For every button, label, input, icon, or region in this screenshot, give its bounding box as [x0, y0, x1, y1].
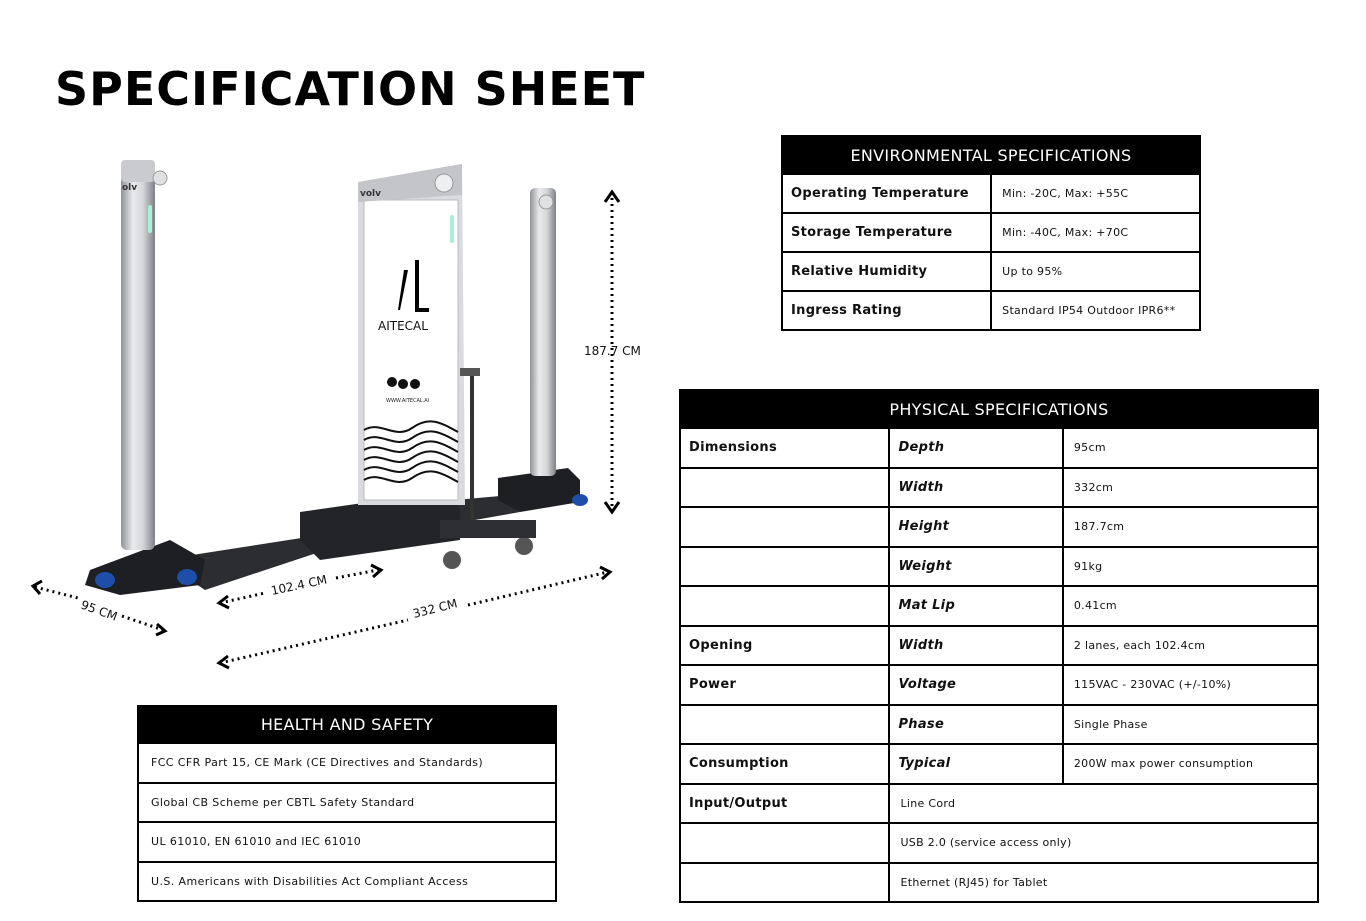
health-safety-item: Global CB Scheme per CBTL Safety Standard	[138, 783, 556, 823]
spec-subcategory: Width	[889, 468, 1062, 508]
gate-brand: volv	[360, 189, 382, 199]
spec-value: Line Cord	[889, 784, 1318, 824]
spec-category	[680, 547, 889, 587]
table-row	[680, 744, 1318, 784]
spec-category: Dimensions	[680, 428, 889, 468]
table-row	[138, 862, 556, 902]
health-safety-item: U.S. Americans with Disabilities Act Compliant Access	[138, 862, 556, 902]
product-illustration	[20, 140, 660, 680]
spec-label: Ingress Rating	[782, 291, 991, 330]
spec-category: Input/Output	[680, 784, 889, 824]
spec-value: 200W max power consumption	[1063, 744, 1318, 784]
spec-value: 95cm	[1063, 428, 1318, 468]
table-row	[680, 428, 1318, 468]
spec-subcategory: Phase	[889, 705, 1062, 745]
environmental-specs-table	[781, 135, 1201, 331]
table-row	[680, 705, 1318, 745]
table-row	[782, 213, 1200, 252]
spec-subcategory: Voltage	[889, 665, 1062, 705]
spec-subcategory: Depth	[889, 428, 1062, 468]
spec-label: Relative Humidity	[782, 252, 991, 291]
health-safety-header: HEALTH AND SAFETY	[138, 706, 556, 743]
table-row	[680, 586, 1318, 626]
spec-subcategory: Height	[889, 507, 1062, 547]
health-safety-item: FCC CFR Part 15, CE Mark (CE Directives and Standards)	[138, 743, 556, 783]
spec-value: Single Phase	[1063, 705, 1318, 745]
table-row	[680, 863, 1318, 903]
physical-specs-header: PHYSICAL SPECIFICATIONS	[680, 390, 1318, 428]
spec-subcategory: Typical	[889, 744, 1062, 784]
lane-dimension-label: 102.4 CM	[269, 572, 329, 598]
depth-dimension-label: 95 CM	[78, 597, 120, 624]
spec-category	[680, 863, 889, 903]
spec-value: 332cm	[1063, 468, 1318, 508]
table-row	[680, 468, 1318, 508]
table-row	[138, 743, 556, 783]
table-row	[680, 665, 1318, 705]
health-safety-item: UL 61010, EN 61010 and IEC 61010	[138, 822, 556, 862]
table-row	[680, 507, 1318, 547]
spec-value: 115VAC - 230VAC (+/-10%)	[1063, 665, 1318, 705]
right-pillar	[498, 188, 588, 512]
pillar-brand: olv	[122, 183, 138, 193]
spec-value: 2 lanes, each 102.4cm	[1063, 626, 1318, 666]
table-row	[680, 626, 1318, 666]
table-row	[680, 823, 1318, 863]
spec-category: Consumption	[680, 744, 889, 784]
spec-category	[680, 586, 889, 626]
spec-subcategory: Mat Lip	[889, 586, 1062, 626]
spec-value: Min: -20C, Max: +55C	[991, 174, 1200, 213]
spec-category	[680, 507, 889, 547]
spec-value: Min: -40C, Max: +70C	[991, 213, 1200, 252]
spec-value: Ethernet (RJ45) for Tablet	[889, 863, 1318, 903]
spec-subcategory: Weight	[889, 547, 1062, 587]
spec-label: Storage Temperature	[782, 213, 991, 252]
spec-value: 0.41cm	[1063, 586, 1318, 626]
page-title: SPECIFICATION SHEET	[55, 62, 646, 116]
table-row	[782, 174, 1200, 213]
table-row	[782, 252, 1200, 291]
table-row	[138, 822, 556, 862]
table-row	[782, 291, 1200, 330]
spec-subcategory: Width	[889, 626, 1062, 666]
spec-value: 91kg	[1063, 547, 1318, 587]
spec-category	[680, 823, 889, 863]
table-row	[680, 784, 1318, 824]
spec-value: 187.7cm	[1063, 507, 1318, 547]
spec-category: Power	[680, 665, 889, 705]
width-dimension-label: 332 CM	[411, 596, 459, 621]
environmental-specs-header: ENVIRONMENTAL SPECIFICATIONS	[782, 136, 1200, 174]
spec-value: Standard IP54 Outdoor IPR6**	[991, 291, 1200, 330]
gate-website: WWW.AITECAL.AI	[386, 398, 430, 404]
table-row	[138, 783, 556, 823]
physical-specs-table	[679, 389, 1319, 903]
left-pillar	[85, 160, 205, 595]
spec-value: Up to 95%	[991, 252, 1200, 291]
height-dimension-label: 187.7 CM	[584, 344, 641, 358]
gate-logo-text: AITECAL	[378, 319, 428, 333]
spec-value: USB 2.0 (service access only)	[889, 823, 1318, 863]
spec-label: Operating Temperature	[782, 174, 991, 213]
spec-category	[680, 468, 889, 508]
spec-category: Opening	[680, 626, 889, 666]
height-dimension	[584, 192, 641, 512]
table-row	[680, 547, 1318, 587]
spec-category	[680, 705, 889, 745]
health-safety-table	[137, 705, 557, 902]
